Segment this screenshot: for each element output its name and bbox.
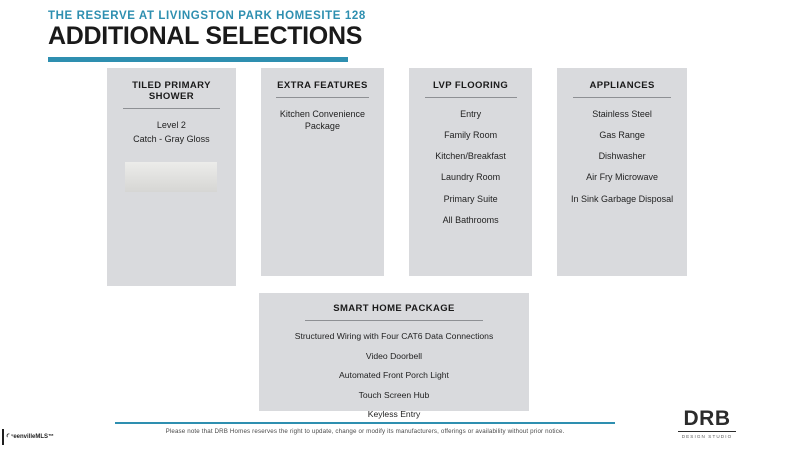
drb-logo bbox=[662, 408, 752, 439]
card-item: Touch Screen Hub bbox=[358, 389, 430, 400]
drb-logo-subtitle: DESIGN STUDIO bbox=[681, 434, 733, 439]
community-subtitle: THE RESERVE AT LIVINGSTON PARK HOMESITE 128 bbox=[48, 10, 366, 22]
card-item: Air Fry Microwave bbox=[586, 172, 659, 183]
card-title: LVP FLOORING bbox=[425, 80, 517, 98]
card-title: EXTRA FEATURES bbox=[276, 80, 368, 98]
card-item: Dishwasher bbox=[598, 151, 646, 162]
header bbox=[48, 10, 758, 51]
card-item: Keyless Entry bbox=[367, 409, 421, 420]
card-item: Kitchen/Breakfast bbox=[435, 151, 506, 162]
drb-logo-mark: DRB bbox=[683, 407, 731, 430]
card-item: Catch - Gray Gloss bbox=[133, 134, 210, 145]
drb-logo-rule bbox=[678, 431, 736, 432]
card-item: In Sink Garbage Disposal bbox=[571, 193, 674, 204]
card-title: APPLIANCES bbox=[573, 80, 671, 98]
mls-mark-icon bbox=[2, 429, 4, 445]
card-item: All Bathrooms bbox=[442, 214, 499, 225]
card-appliances bbox=[557, 68, 687, 276]
card-item: Family Room bbox=[444, 130, 498, 141]
card-item: Structured Wiring with Four CAT6 Data Connections bbox=[294, 331, 494, 341]
card-title: TILED PRIMARY SHOWER bbox=[123, 80, 220, 109]
card-item: Level 2 bbox=[156, 120, 186, 130]
card-item: Kitchen Convenience Package bbox=[279, 109, 365, 132]
footer-divider bbox=[115, 422, 615, 424]
tile-color-swatch bbox=[125, 162, 217, 192]
card-item: Gas Range bbox=[599, 130, 645, 141]
card-item: Automated Front Porch Light bbox=[339, 370, 449, 381]
card-item: Stainless Steel bbox=[592, 109, 652, 119]
card-smart-home-package bbox=[259, 293, 529, 420]
card-title: SMART HOME PACKAGE bbox=[305, 303, 483, 321]
card-item: Entry bbox=[460, 109, 482, 119]
card-lvp-flooring bbox=[409, 68, 532, 276]
card-item: Laundry Room bbox=[441, 172, 501, 183]
mls-logo-text: GreenvilleMLS™ bbox=[6, 434, 54, 440]
card-tiled-primary-shower bbox=[107, 68, 236, 286]
card-item: Video Doorbell bbox=[365, 350, 423, 361]
disclaimer-text: Please note that DRB Homes reserves the right to update, change or modify its manufacturers, offerings or availability without prior notice. bbox=[165, 428, 565, 435]
card-extra-features bbox=[261, 68, 384, 276]
page-title: ADDITIONAL SELECTIONS bbox=[48, 22, 363, 50]
card-item: Primary Suite bbox=[443, 193, 498, 204]
title-underline bbox=[48, 57, 348, 62]
selection-cards bbox=[107, 68, 687, 286]
mls-logo bbox=[2, 427, 54, 447]
